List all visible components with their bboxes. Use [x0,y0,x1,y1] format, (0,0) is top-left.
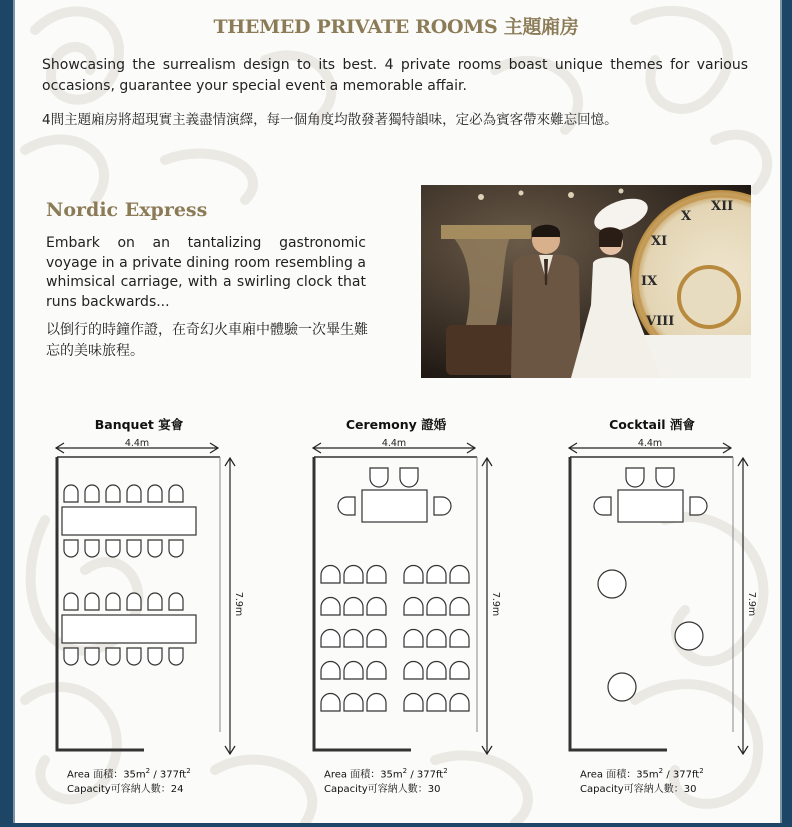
ceremony-area-sup: 2 [402,767,408,775]
room-description-zh: 以倒行的時鐘作證，在奇幻火車廂中體驗一次畢生難忘的美味旅程。 [46,322,368,359]
svg-text:VIII: VIII [646,314,675,329]
banquet-area: Area 面積：35m [67,769,146,781]
svg-text:XI: XI [651,234,668,249]
banquet-area-ft-sup: 2 [186,767,191,775]
ceremony-area: Area 面積：35m [324,769,403,781]
cocktail-area-ft-sup: 2 [699,767,704,775]
cocktail-area: Area 面積：35m [580,769,659,781]
ceremony-info [324,764,448,797]
banquet-width-label: 4.4m [124,438,150,449]
intro-text-en: Showcasing the surrealism design to its best. 4 private rooms boast unique themes for various occasions, guarantee your special event a memorable affair. [42,57,748,94]
ceremony-layout-title: Ceremony 證婚 [345,417,447,432]
cocktail-floor-plan [553,432,763,762]
svg-text:X: X [681,209,692,224]
room-description-en: Embark on an tantalizing gastronomic voyage in a private dining room resembling a whimsical carriage, with a swirling clock that runs backwards... [46,235,366,310]
room-photo [421,185,751,378]
banquet-floor-plan [40,432,250,762]
cocktail-info [580,764,704,797]
page-title: THEMED PRIVATE ROOMS 主題廂房 [213,16,579,38]
cocktail-capacity: Capacity可容納人數：30 [580,784,697,796]
ceremony-width-label: 4.4m [381,438,407,449]
ceremony-area-ft: / 377ft [407,769,444,781]
ceremony-capacity: Capacity可容納人數：30 [324,784,441,796]
cocktail-length-label: 7.9m [746,591,757,617]
frame-bottom-border [0,823,792,827]
svg-text:XII: XII [711,199,734,214]
ceremony-floor-plan [297,432,507,762]
banquet-length-label: 7.9m [233,591,244,617]
cocktail-width-label: 4.4m [637,438,663,449]
banquet-area-ft: / 377ft [150,769,187,781]
frame-left-border [0,0,13,827]
banquet-area-sup: 2 [145,767,151,775]
intro-text-zh: 4間主題廂房將超現實主義盡情演繹，每一個角度均散發著獨特韻味，定必為賓客帶來難忘回憶。 [42,112,618,128]
frame-right-inner-line [780,0,782,827]
banquet-layout-title: Banquet 宴會 [94,417,184,432]
svg-text:IX: IX [641,274,658,289]
banquet-capacity: Capacity可容納人數：24 [67,784,184,796]
frame-right-border [782,0,792,827]
cocktail-layout-title: Cocktail 酒會 [609,417,695,432]
cocktail-area-ft: / 377ft [663,769,700,781]
cocktail-area-sup: 2 [658,767,664,775]
ceremony-area-ft-sup: 2 [443,767,448,775]
room-name: Nordic Express [46,199,208,221]
frame-left-inner-line [13,0,15,827]
ceremony-length-label: 7.9m [490,591,501,617]
banquet-info [67,764,191,797]
